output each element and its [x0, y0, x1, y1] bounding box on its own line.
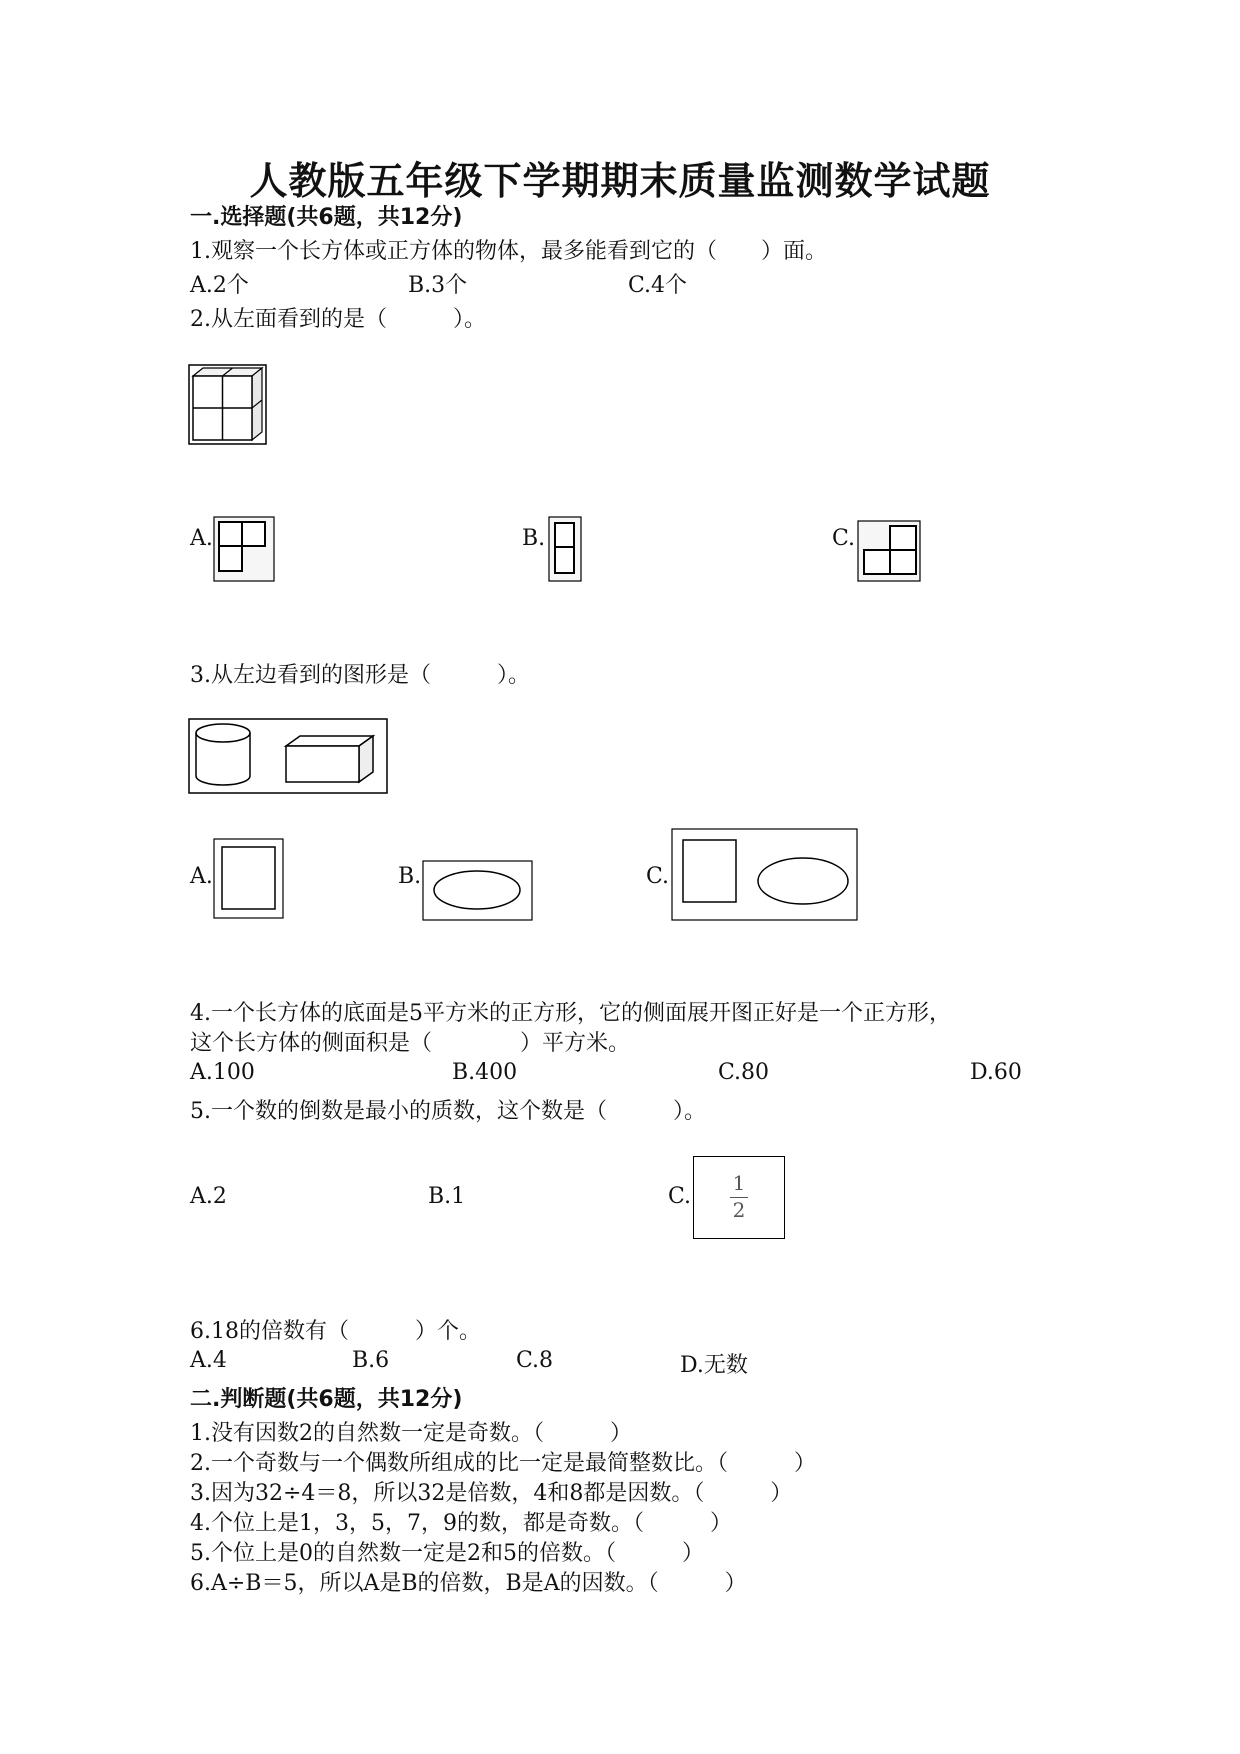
judgement-item-6: 6.A÷B＝5，所以A是B的倍数，B是A的因数。（ ）	[190, 1571, 747, 1596]
question-4-option-c[interactable]: C.80	[718, 1060, 770, 1085]
question-6-option-c[interactable]: C.8	[516, 1348, 554, 1373]
judgement-item-3: 3.因为32÷4＝8，所以32是倍数，4和8都是因数。（ ）	[190, 1481, 793, 1506]
section-heading-judgement: 二.判断题(共6题，共12分)	[190, 1387, 463, 1412]
question-2-option-c[interactable]: C.	[832, 526, 856, 551]
question-2-option-b-figure[interactable]	[548, 516, 582, 582]
page-title: 人教版五年级下学期期末质量监测数学试题	[249, 159, 991, 203]
question-5-option-c-fraction-box[interactable]	[693, 1156, 785, 1239]
question-5-option-c[interactable]: C.	[668, 1184, 692, 1209]
question-4-text-line2: 这个长方体的侧面积是（ ）平方米。	[190, 1031, 631, 1056]
question-5-option-a[interactable]: A.2	[190, 1184, 227, 1209]
question-3-option-a-figure[interactable]	[213, 838, 284, 919]
question-4-option-a[interactable]: A.100	[190, 1060, 255, 1085]
fraction-denominator: 2	[732, 1198, 746, 1222]
judgement-item-4: 4.个位上是1，3，5，7，9的数，都是奇数。（ ）	[190, 1511, 732, 1536]
question-2-option-b[interactable]: B.	[522, 526, 546, 551]
question-3-option-b-figure[interactable]	[422, 860, 533, 921]
judgement-item-2: 2.一个奇数与一个偶数所组成的比一定是最简整数比。（ ）	[190, 1451, 816, 1476]
question-3-text: 3.从左边看到的图形是（ ）。	[190, 663, 530, 688]
question-3-option-a[interactable]: A.	[190, 864, 213, 889]
question-6-option-d[interactable]: D.无数	[680, 1353, 748, 1378]
question-3-option-c-figure[interactable]	[671, 828, 858, 921]
question-2-cube-stack-figure	[188, 364, 268, 446]
question-1-option-a[interactable]: A.2个	[190, 273, 249, 298]
question-1-option-b[interactable]: B.3个	[408, 273, 468, 298]
question-4-option-b[interactable]: B.400	[452, 1060, 518, 1085]
question-4-text-line1: 4.一个长方体的底面是5平方米的正方形，它的侧面展开图正好是一个正方形，	[190, 1001, 951, 1026]
question-3-option-c[interactable]: C.	[646, 864, 670, 889]
question-5-text: 5.一个数的倒数是最小的质数，这个数是（ ）。	[190, 1099, 706, 1124]
question-3-option-b[interactable]: B.	[398, 864, 422, 889]
question-6-text: 6.18的倍数有（ ）个。	[190, 1319, 481, 1344]
question-2-option-a-figure[interactable]	[213, 516, 275, 582]
question-2-option-c-figure[interactable]	[857, 520, 921, 582]
question-1-text: 1.观察一个长方体或正方体的物体，最多能看到它的（ ）面。	[190, 239, 827, 264]
judgement-item-5: 5.个位上是0的自然数一定是2和5的倍数。（ ）	[190, 1541, 704, 1566]
section-heading-choice: 一.选择题(共6题，共12分)	[190, 205, 463, 230]
question-2-option-a[interactable]: A.	[190, 526, 213, 551]
fraction-numerator: 1	[732, 1171, 746, 1195]
question-6-option-b[interactable]: B.6	[352, 1348, 390, 1373]
question-6-option-a[interactable]: A.4	[190, 1348, 227, 1373]
judgement-item-1: 1.没有因数2的自然数一定是奇数。（ ）	[190, 1421, 632, 1446]
question-2-text: 2.从左面看到的是（ ）。	[190, 307, 486, 332]
question-5-option-b[interactable]: B.1	[428, 1184, 466, 1209]
question-3-solids-figure	[188, 718, 389, 795]
question-1-option-c[interactable]: C.4个	[628, 273, 688, 298]
question-4-option-d[interactable]: D.60	[970, 1060, 1022, 1085]
